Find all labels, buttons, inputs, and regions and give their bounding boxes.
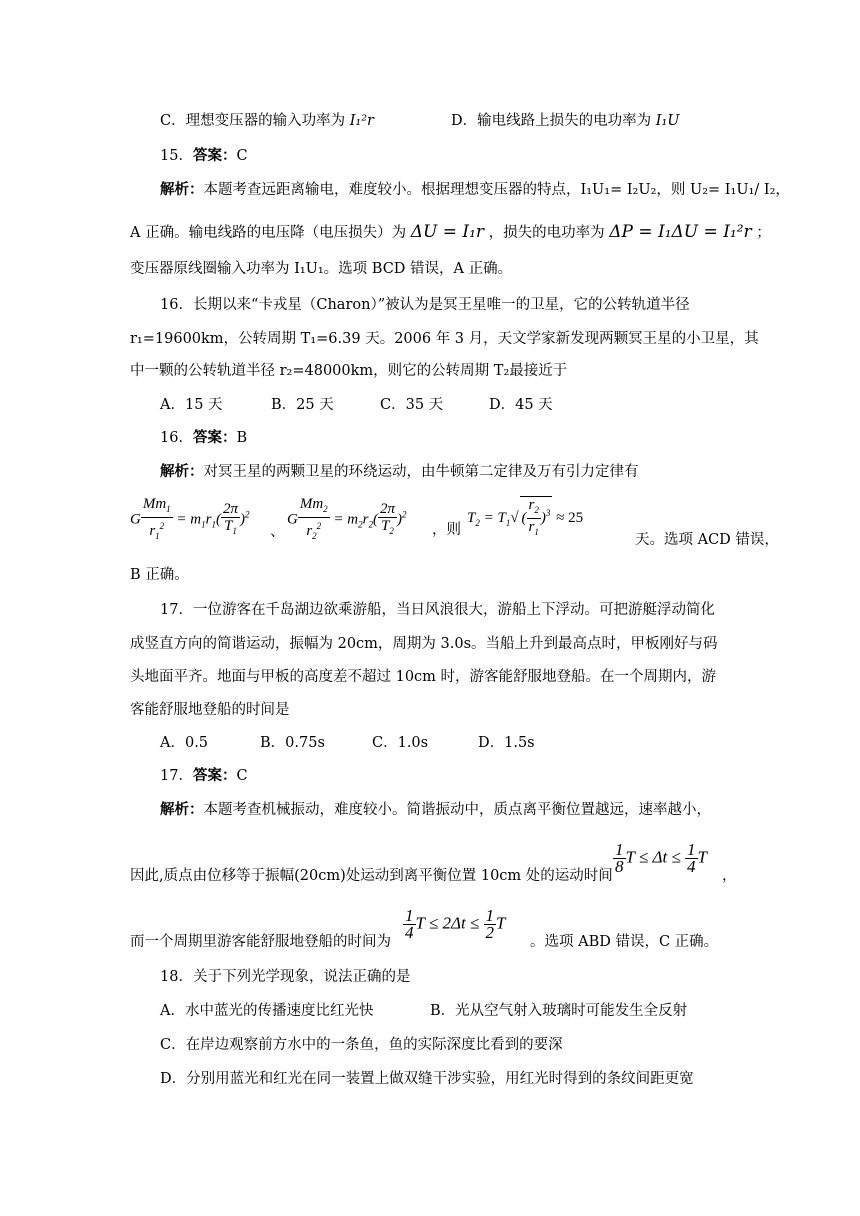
analysis-16-line1: 解析：对冥王星的两颗卫星的环绕运动，由牛顿第二定律及万有引力定律有	[160, 463, 639, 480]
q18-option-b: B．光从空气射入玻璃时可能发生全反射	[430, 1003, 688, 1019]
voltage-drop-formula: ΔU = I₁r	[410, 222, 485, 242]
q18-option-a: A．水中蓝光的传播速度比红光快	[160, 1003, 374, 1019]
q17-option-a: A．0.5	[160, 735, 209, 751]
q16-line2: r₁=19600km，公转周期 T₁=6.39 天。2006 年 3 月，天文学家新发现两颗冥王星的小卫星，其	[130, 331, 759, 347]
option-c-text: C．理想变压器的输入功率为	[160, 113, 346, 129]
gravitation-equation-1: G $\frac{Mm_1}{r_1^2}$ = $m_1r_1$( $\frac{2\pi}{T_1}$ )$^2$	[130, 496, 250, 541]
analysis-17-line3-a: 而一个周期里游客能舒服地登船的时间为	[130, 934, 391, 950]
q17-line2: 成竖直方向的简谐运动，振幅为 20cm，周期为 3.0s。当船上升到最高点时，甲板刚好与码	[130, 636, 718, 652]
answer-value: C	[236, 148, 248, 164]
answer-15: 15．答案：C	[160, 147, 248, 164]
answer-16: 16．答案：B	[160, 429, 248, 446]
answer-value: C	[236, 768, 248, 784]
option-c-formula: I₁²r	[349, 113, 374, 129]
then-text: ，则	[432, 522, 461, 538]
analysis-15-line3: 变压器原线圈输入功率为 I₁U₁。选项 BCD 错误，A 正确。	[130, 261, 513, 277]
q16-option-d: D．45 天	[489, 397, 553, 413]
q17-option-b: B．0.75s	[260, 735, 325, 751]
q17-line3: 头地面平齐。地面与甲板的高度差不超过 10cm 时，游客能舒服地登船。在一个周期内，游	[130, 669, 717, 685]
document-page: C．理想变压器的输入功率为 I₁²r D．输电线路上损失的电功率为 I₁U 15．答案：C 解析：本题考查远距离输电，难度较小。根据理想变压器的特点，I₁U₁= I₂U₂，则 U₂= I₁U₁/ I₂， A 正确。输电线路的电压降（电压损失）为 ΔU = I₁r ，损失的电功率为 ΔP = I₁ΔU = I₁²r ； 变压器原线圈输入功率为 I₁U₁。选项 BCD 错误，A 正确。 16．长期以来“卡戎星（Charon）”被认为是冥王星唯一的卫星，它的公转轨道半径 r₁=19600km，公转周期 T₁=6.39 天。2006 年 3 月，天文学家新发现两颗冥王星的小卫星，其 中一颗的公转轨道半径 r₂=48000km，则它的公转周期 T₂最接近于 A．15 天 B．25 天 C．35 天 D．45 天 16．答案：B 解析：对冥王星的两颗卫星的环绕运动，由牛顿第二定律及万有引力定律有 G $\frac{Mm_1}{r_1^2}$ = $m_1r_1$( $\frac{2\pi}{T_1}$ )$^2$ 、 G $\frac{Mm_2}{r_2^2}$ = $m_2r_2$( $\frac{2\pi}{T_2}$ )$^2$ ，则 $T_2 = T_1√$ ( $\frac{r_2}{r_1}$ )$^3$ ≈ 25 天。选项 ACD 错误， B 正确。 17．一位游客在千岛湖边欲乘游船，当日风浪很大，游船上下浮动。可把游艇浮动简化 成竖直方向的简谐运动，振幅为 20cm，周期为 3.0s。当船上升到最高点时，甲板刚好与码 头地面平齐。地面与甲板的高度差不超过 10cm 时，游客能舒服地登船。在一个周期内，游 客能舒服地登船的时间是 A．0.5 B．0.75s C．1.0s D．1.5s 17．答案：C 解析：本题考查机械振动，难度较小。简谐振动中，质点离平衡位置越远，速率越小， 因此,质点由位移等于振幅(20cm)处运动到离平衡位置 10cm 处的运动时间 $\frac{1}{8}$ T ≤ Δt ≤ $\frac{1}{4}$ T ， 而一个周期里游客能舒服地登船的时间为 $\frac{1}{4}$ T ≤ 2Δt ≤ $\frac{1}{2}$ T 。选项 ABD 错误，C 正确。 18．关于下列光学现象，说法正确的是 A．水中蓝光的传播速度比红光快 B．光从空气射入玻璃时可能发生全反射 C．在岸边观察前方水中的一条鱼，鱼的实际深度比看到的要深 D．分别用蓝光和红光在同一装置上做双缝干涉实验，用红光时得到的条纹间距更宽	[130, 113, 790, 1087]
analysis-17-line2: 因此,质点由位移等于振幅(20cm)处运动到离平衡位置 10cm 处的运动时间	[130, 868, 613, 884]
equation-separator: 、	[270, 524, 285, 540]
period-result-equation: $T_2 = T_1√$ ( $\frac{r_2}{r_1}$ )$^3$ ≈ 25	[467, 496, 583, 540]
gravitation-equation-2: G $\frac{Mm_2}{r_2^2}$ = $m_2r_2$( $\frac{2\pi}{T_2}$ )$^2$	[287, 496, 407, 541]
q17-option-c: C．1.0s	[372, 735, 429, 751]
option-d-formula: I₁U	[655, 113, 680, 129]
analysis-16-tail: 天。选项 ACD 错误，	[635, 532, 779, 548]
q18-stem: 18．关于下列光学现象，说法正确的是	[160, 969, 411, 985]
analysis-15-line2: A 正确。输电线路的电压降（电压损失）为 ΔU = I₁r ，损失的电功率为 ΔP = I₁ΔU = I₁²r ；	[130, 222, 771, 242]
q18-option-c: C．在岸边观察前方水中的一条鱼，鱼的实际深度比看到的要深	[160, 1037, 563, 1053]
answer-value: B	[236, 430, 248, 446]
option-d-text: D．输电线路上损失的电功率为	[451, 113, 652, 129]
q17-line4: 客能舒服地登船的时间是	[130, 702, 290, 718]
analysis-16-line3: B 正确。	[130, 567, 189, 583]
q17-option-d: D．1.5s	[478, 735, 535, 751]
q16-option-a: A．15 天	[160, 397, 223, 413]
q16-option-c: C．35 天	[380, 397, 444, 413]
q16-line1: 16．长期以来“卡戎星（Charon）”被认为是冥王星唯一的卫星，它的公转轨道半径	[160, 297, 690, 313]
analysis-17-line3-b: 。选项 ABD 错误，C 正确。	[530, 934, 719, 950]
q15-option-d	[451, 111, 680, 131]
q18-option-d: D．分别用蓝光和红光在同一装置上做双缝干涉实验，用红光时得到的条纹间距更宽	[160, 1071, 694, 1087]
answer-17: 17．答案：C	[160, 767, 248, 784]
q16-option-b: B．25 天	[271, 397, 334, 413]
q15-option-c	[160, 111, 374, 131]
q17-line1: 17．一位游客在千岛湖边欲乘游船，当日风浪很大，游船上下浮动。可把游艇浮动简化	[160, 602, 715, 618]
q16-line3: 中一颗的公转轨道半径 r₂=48000km，则它的公转周期 T₂最接近于	[130, 363, 568, 379]
time-inequality-2: $\frac{1}{4}$ T ≤ 2Δt ≤ $\frac{1}{2}$ T	[405, 906, 506, 942]
time-inequality-1: $\frac{1}{8}$ T ≤ Δt ≤ $\frac{1}{4}$ T	[615, 840, 707, 876]
analysis-15-line1: 解析：本题考查远距离输电，难度较小。根据理想变压器的特点，I₁U₁= I₂U₂，则 U₂= I₁U₁/ I₂，	[160, 181, 790, 198]
analysis-17-line1: 解析：本题考查机械振动，难度较小。简谐振动中，质点离平衡位置越远，速率越小，	[160, 801, 711, 818]
power-loss-formula: ΔP = I₁ΔU = I₁²r	[609, 222, 752, 242]
